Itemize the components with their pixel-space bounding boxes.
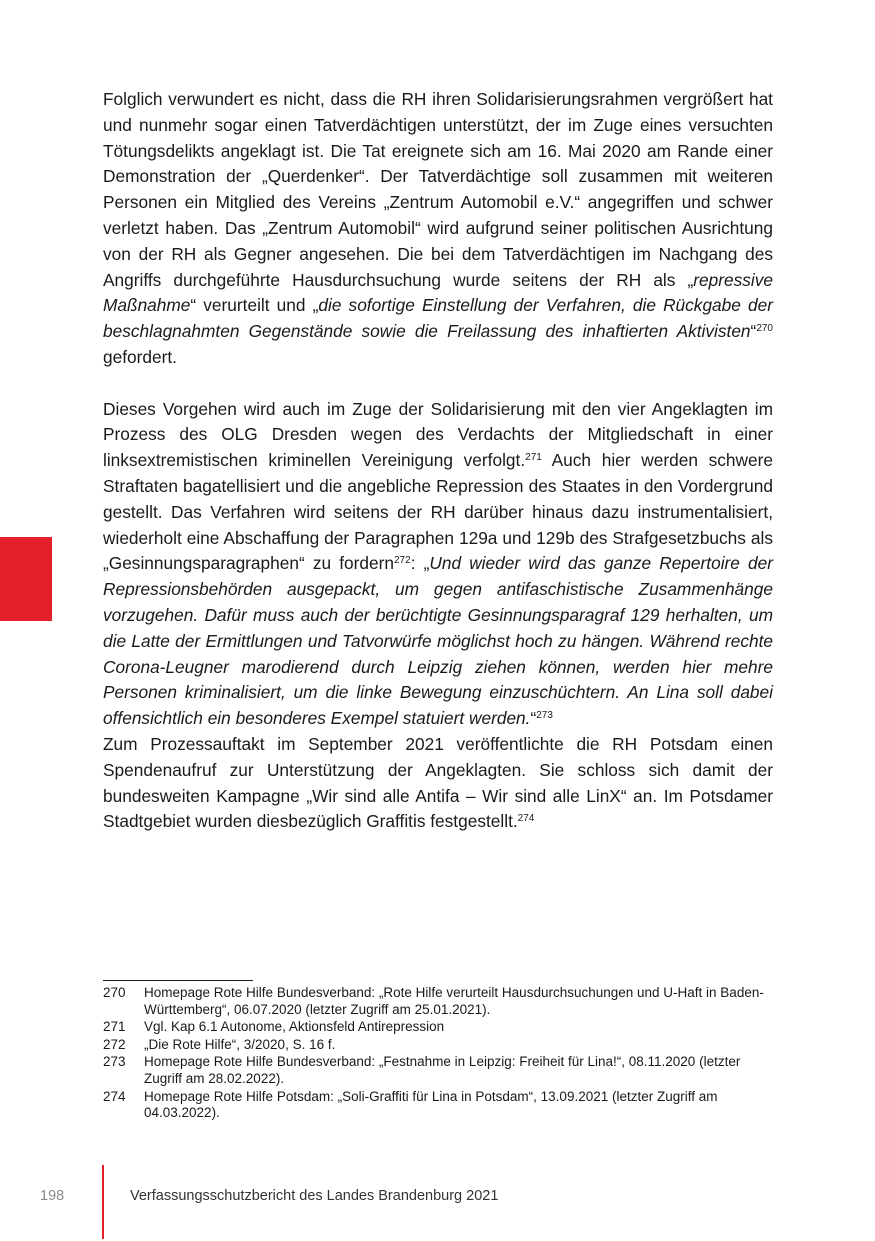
footnote-item: 270 Homepage Rote Hilfe Bundesverband: „Rote Hilfe verurteilt Hausdurchsuchungen und U-Haft in Baden-Württemberg“, 06.07.2020 (letzter Zugriff am 25.01.2021). [103,985,764,1017]
footnote-ref-271[interactable]: 271 [525,452,542,464]
footer-divider [102,1165,104,1239]
paragraph-3: Zum Prozessauftakt im September 2021 veröffentlichte die RH Potsdam einen Spendenaufruf zur Unterstützung der Angeklagten. Sie schloss sich damit der bundesweiten Kampagne „Wir sind alle Antifa – Wir sind alle LinX“ an. Im Potsdamer Stadtgebiet wurden diesbezüglich Graffitis festgestellt.$^{274}$ [103,733,773,832]
footnote-ref-273[interactable]: 273 [536,710,553,722]
page-number: 198 [40,1188,65,1204]
footnote-separator [103,980,253,981]
body-text [103,87,773,835]
footnote-ref-274[interactable]: 274 [517,813,535,825]
footnote-item: 271 Vgl. Kap 6.1 Autonome, Aktionsfeld Antirepression [103,1019,445,1035]
footnote-ref-270[interactable]: 270 [756,323,773,335]
footer-title: Verfassungsschutzbericht des Landes Brandenburg 2021 [130,1188,499,1204]
paragraph-1: Folglich verwundert es nicht, dass die RH ihren Solidarisierungsrahmen vergrößert hat und nunmehr sogar einen Tatverdächtigen unterstützt, der im Zuge eines versuchten Tötungsdelikts angeklagt ist. Die Tat ereignete sich am 16. Mai 2020 am Rande einer Demonstration der „Querdenker“. Der Tatverdächtige soll zusammen mit weiteren Personen ein Mitglied des Vereins „Zentrum Automobil e.V.“ angegriffen und schwer verletzt haben. Das „Zentrum Automobil“ wird aufgrund seiner politischen Ausrichtung von der RH als Gegner angesehen. Die bei dem Tatverdächtigen im Nachgang des Angriffs durchgeführte Hausdurchsuchung wurde seitens der RH als „repressive Maßnahme“ verurteilt und „die sofortige Einstellung der Verfahren, die Rückgabe der beschlagnahmten Gegenstände sowie die Freilassung des inhaftierten Aktivisten“$^{270}$ gefordert. [103,89,773,367]
chapter-marker-tab [0,537,52,621]
footnote-ref-272[interactable]: 272 [394,555,411,567]
footnotes [103,985,773,1123]
quote-rote-hilfe: Und wieder wird das ganze Repertoire der Repressionsbehörden ausgepackt, um gegen antifaschistische Zusammenhänge vorzugehen. Dafür muss auch der berüchtigte Gesinnungsparagraf 129 herhalten, um die Latte der Ermittlungen und Tatvorwürfe möglichst hoch zu hängen. Während rechte Corona-Leugner marodierend durch Leipzig ziehen können, werden hier mehre Personen kriminalisiert, um die linke Bewegung einzuschüchtern. An Lina soll dabei offensichtlich ein besonderes Exempel statuiert werden. [103,553,774,729]
paragraph-2: Dieses Vorgehen wird auch im Zuge der Solidarisierung mit den vier Angeklagten im Prozess des OLG Dresden wegen des Verdachts der Mitgliedschaft in einer linksextremistischen kriminellen Vereinigung verfolgt.$^{271}$ Auch hier werden schwere Straftaten bagatellisiert und die angebliche Repression des Staates in den Vordergrund gestellt. Das Verfahren wird seitens der RH darüber hinaus dazu instrumentalisiert, wiederholt eine Abschaffung der Paragraphen 129a und 129b des Strafgesetzbuchs als „Gesinnungsparagraphen“ zu fordern$^{272}$: „Und wieder wird das ganze Repertoire der Repressionsbehörden ausgepackt, um gegen antifaschistische Zusammenhänge vorzugehen. Dafür muss auch der berüchtigte Gesinnungsparagraf 129 herhalten, um die Latte der Ermittlungen und Tatvorwürfe möglichst hoch zu hängen. Während rechte Corona-Leugner marodierend durch Leipzig ziehen können, werden hier mehre Personen kriminalisiert, um die linke Bewegung einzuschüchtern. An Lina soll dabei offensichtlich ein besonderes Exempel statuiert werden.“$^{273}$ [103,398,774,729]
footnote-item: 273 Homepage Rote Hilfe Bundesverband: „Festnahme in Leipzig: Freiheit für Lina!“, 08.11.2020 (letzter Zugriff am 28.02.2022). [103,1054,741,1086]
quote-repressive-massnahme: repressive Maßnahme [103,269,773,316]
footnote-item: 274 Homepage Rote Hilfe Potsdam: „Soli-Graffiti für Lina in Potsdam“, 13.09.2021 (letzter Zugriff am 04.03.2022). [103,1088,718,1121]
footnote-item: 272 „Die Rote Hilfe“, 3/2020, S. 16 f. [103,1036,336,1052]
quote-forderungen: die sofortige Einstellung der Verfahren, die Rückgabe der beschlagnahmten Gegenstände sowie die Freilassung des inhaftierten Aktivisten [103,295,773,342]
